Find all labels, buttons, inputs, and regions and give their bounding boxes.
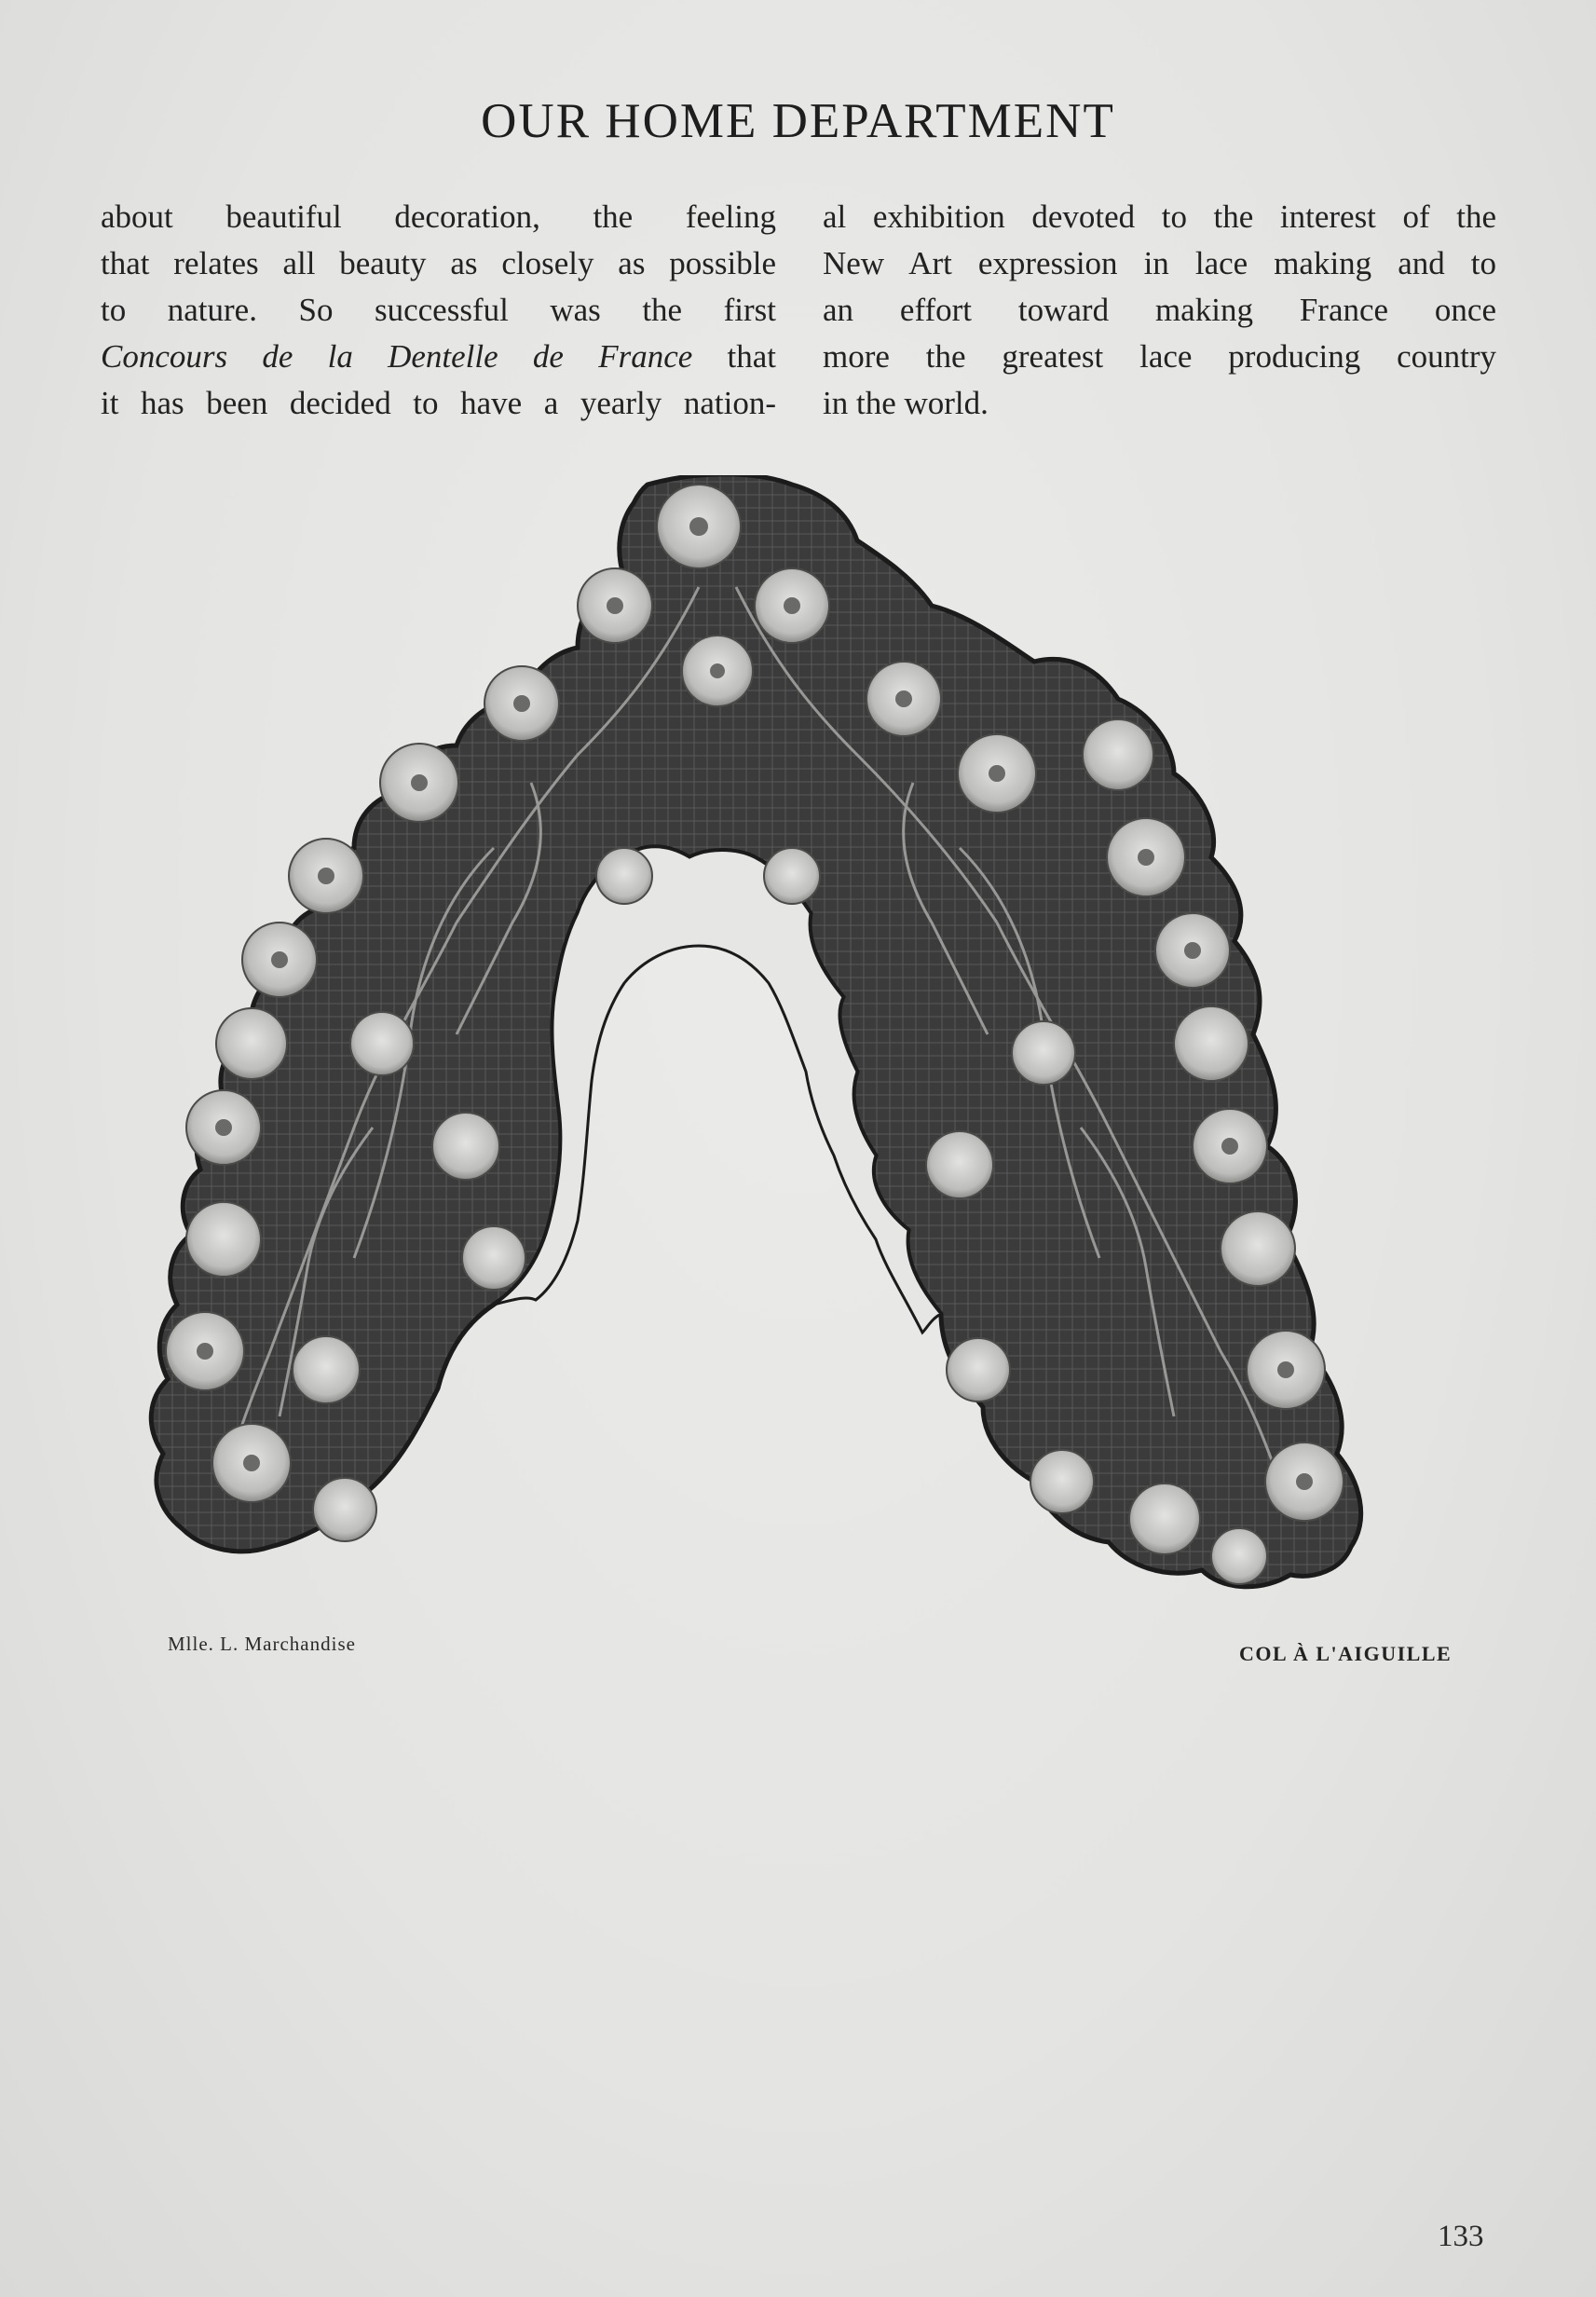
running-head: OUR HOME DEPARTMENT	[481, 94, 1115, 148]
text-line: about beautiful decoration, the feeling	[101, 198, 776, 235]
text-line: that relates all beauty as closely as possible	[101, 245, 776, 281]
text-line-italic-title	[101, 334, 776, 380]
text-line: it has been decided to have a yearly nation-	[101, 385, 776, 421]
text-fragment: that	[727, 338, 776, 375]
italic-title: Concours de la Dentelle de France	[101, 338, 693, 375]
text-line: to nature. So successful was the first	[101, 292, 776, 328]
figure-title: COL À L'AIGUILLE	[1239, 1642, 1453, 1665]
text-line: an effort toward making France once	[823, 292, 1496, 328]
text-column-right	[823, 194, 1496, 427]
page-number: 133	[1438, 2220, 1484, 2253]
text-line: New Art expression in lace making and to	[823, 245, 1496, 281]
text-line: in the world.	[823, 385, 989, 421]
text-line: more the greatest lace producing country	[823, 338, 1496, 375]
figure-credit: Mlle. L. Marchandise	[168, 1633, 356, 1655]
text-line: al exhibition devoted to the interest of the	[823, 198, 1496, 235]
lace-collar-illustration	[140, 475, 1444, 1621]
text-column-left	[101, 194, 776, 427]
